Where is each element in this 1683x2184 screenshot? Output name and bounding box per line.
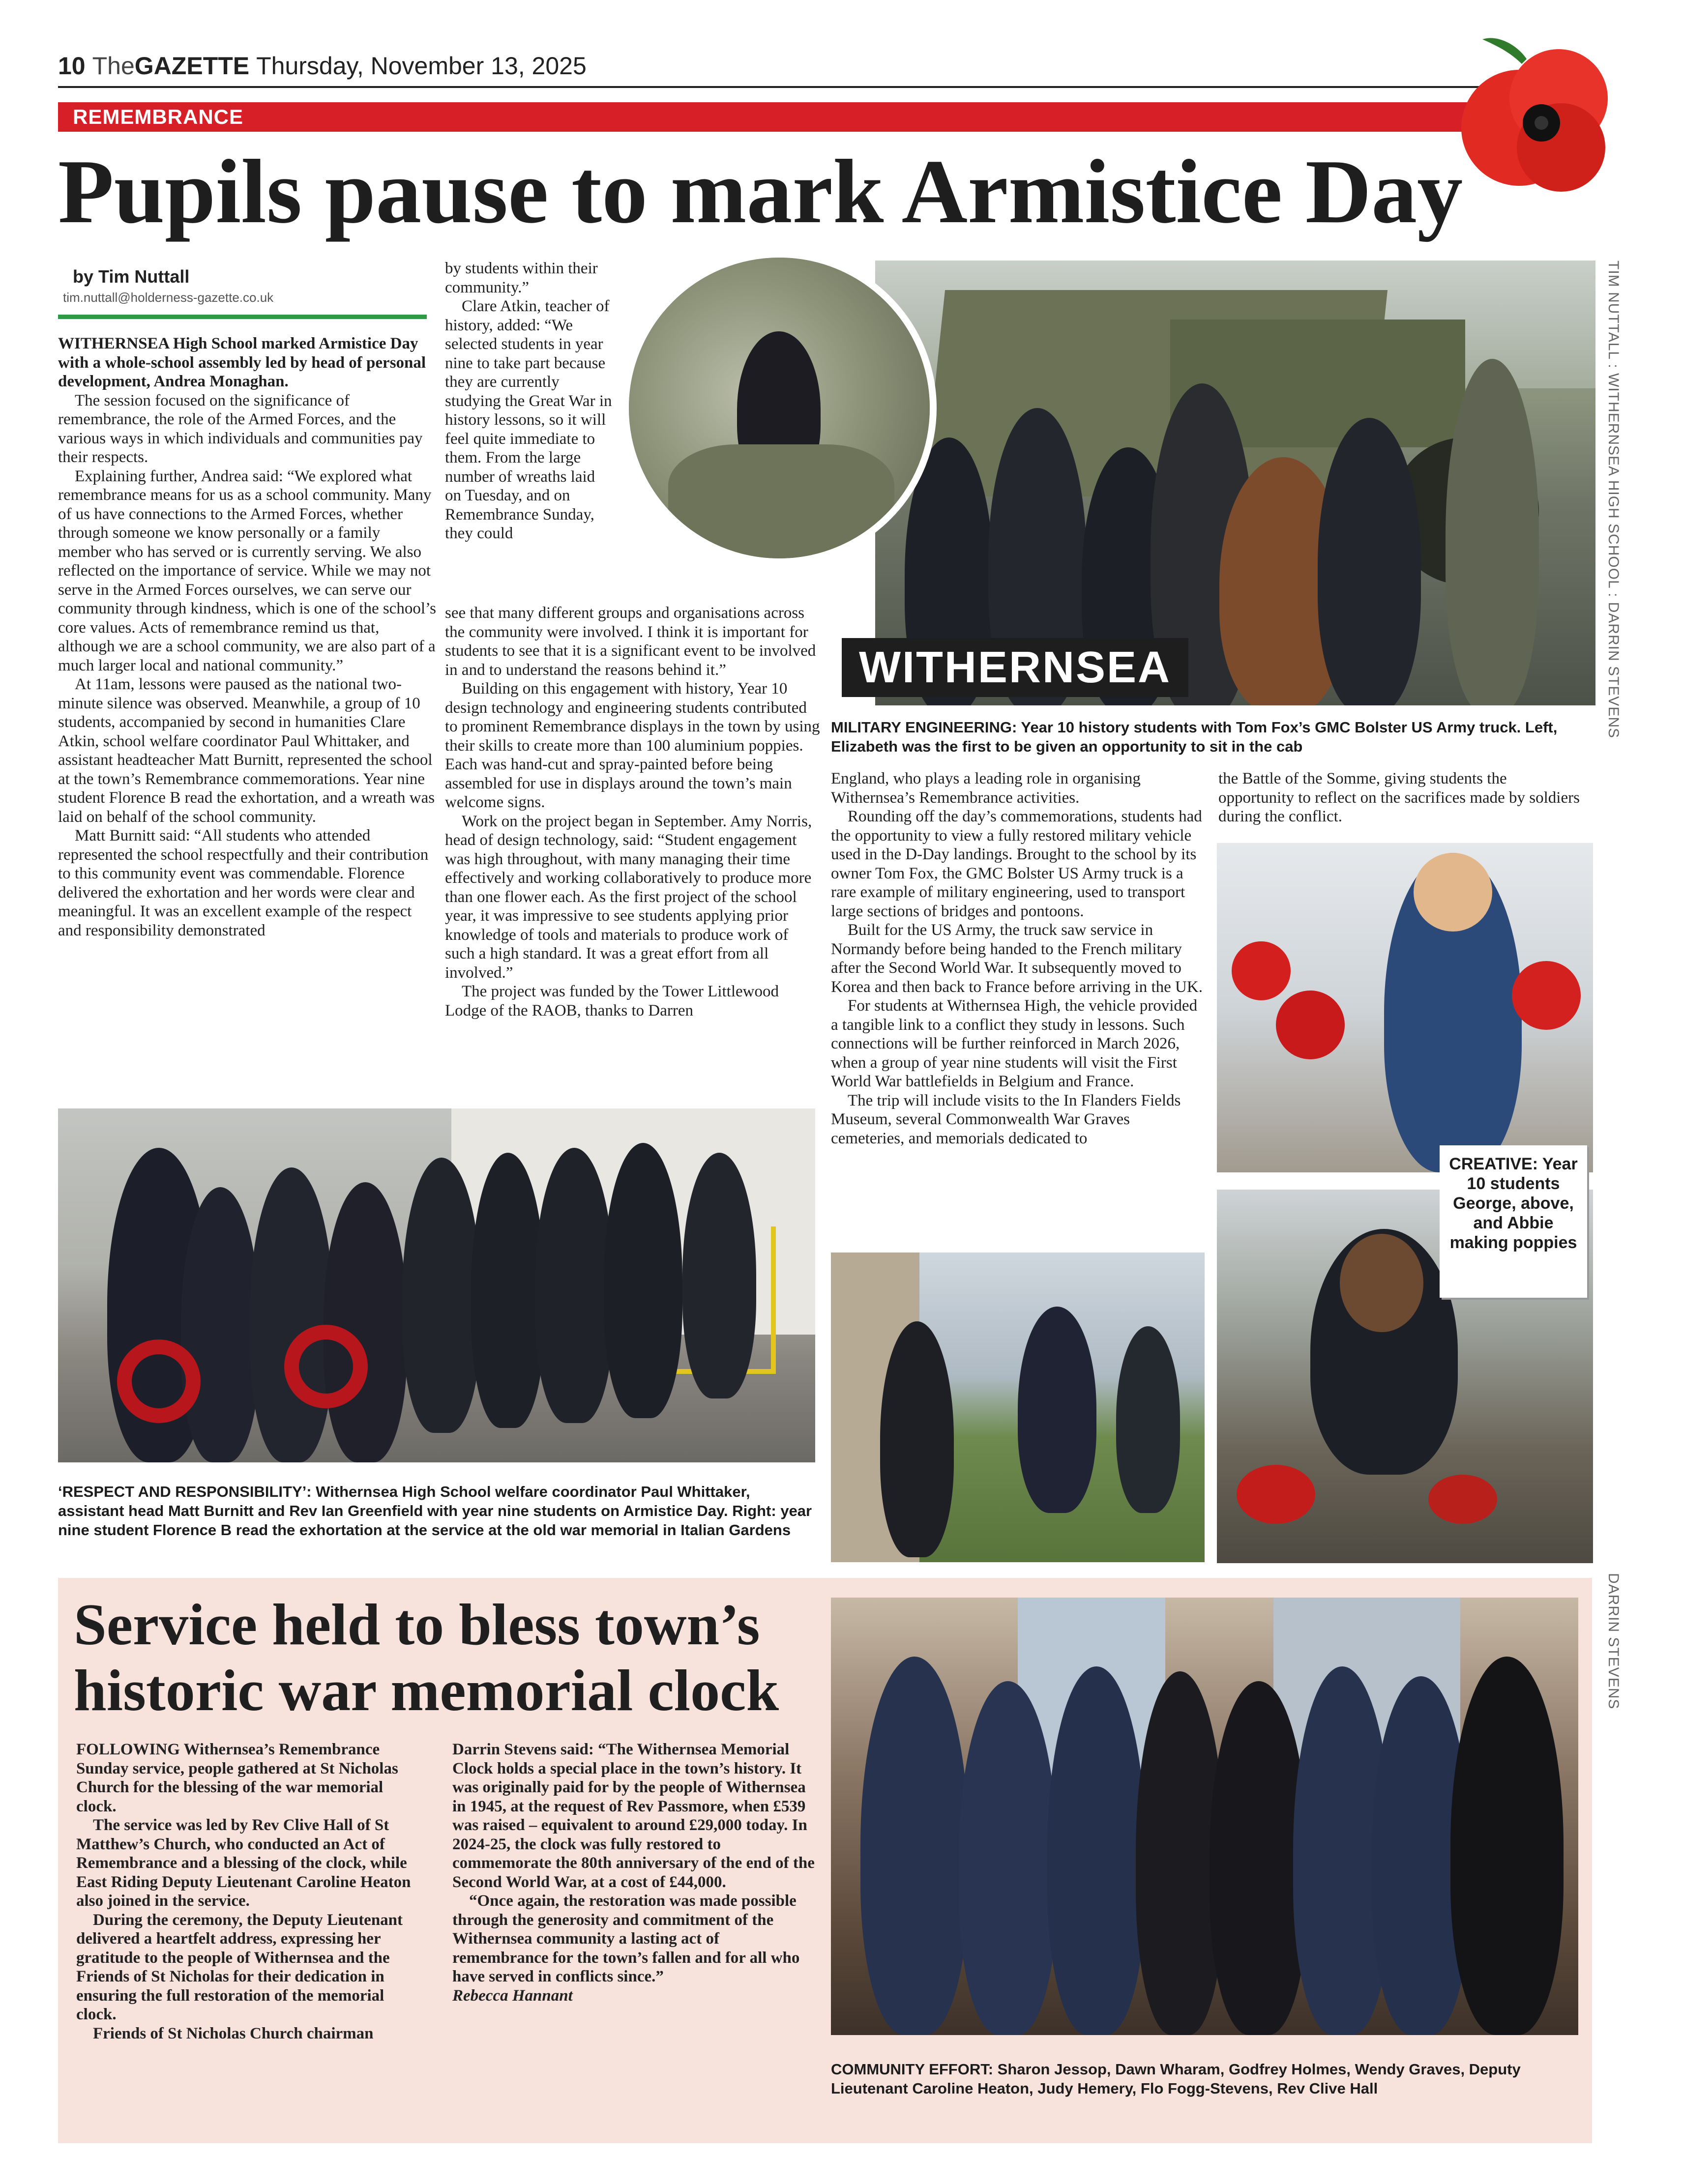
- byline-author: by Tim Nuttall: [73, 266, 190, 287]
- second-story-column-1: [76, 1740, 420, 2043]
- article-paragraph: Clare Atkin, teacher of history, added: “We selected students in year nine to take part because they are currently studying the Great War in history lessons, so it will feel quite immediate to them. From the large number of wreaths laid on Tuesday, and on Remembrance Sunday, they could: [445, 297, 612, 542]
- community-photo: [831, 1598, 1578, 2035]
- article-signoff: Rebecca Hannant: [452, 1986, 573, 2005]
- article-paragraph: Rounding off the day’s commemorations, students had the opportunity to view a fully restored military vehicle used in the D-Day landings. Brought to the school by its owner Tom Fox, the GMC Bolster US Army truck is a rare example of military engineering, used to transport large sections of bridges and pontoons.: [831, 808, 1202, 920]
- photo-label: WITHERNSEA: [842, 638, 1188, 697]
- community-photo-caption: COMMUNITY EFFORT: Sharon Jessop, Dawn Wharam, Godfrey Holmes, Wendy Graves, Deputy Lieutenant Caroline Heaton, Judy Hemery, Flo Fogg-Stevens, Rev Clive Hall: [831, 2061, 1521, 2097]
- article-paragraph: Friends of St Nicholas Church chairman: [93, 2024, 374, 2042]
- photo-credit-bottom: DARRIN STEVENS: [1605, 1573, 1622, 1710]
- article-paragraph: The trip will include visits to the In Flanders Fields Museum, several Commonwealth War Graves cemeteries, and memorials dedicated to: [831, 1091, 1181, 1147]
- creative-caption: CREATIVE: Year 10 students George, above, and Abbie making poppies: [1449, 1155, 1578, 1252]
- article-paragraph: FOLLOWING Withernsea’s Remembrance Sunday service, people gathered at St Nicholas Church for the blessing of the war memorial clock.: [76, 1741, 398, 1815]
- article-paragraph: Explaining further, Andrea said: “We explored what remembrance means for us as a school community. Many of us have connections to the Armed Forces, whether through someone we know personally or a family member who has served or is currently serving. We also reflected on the importance of service. While we may not serve in the Armed Forces ourselves, we can serve our community through kindness, which is one of the school’s core values. Acts of remembrance remind us that, although we are a school community, we are also part of a much larger local and national community.”: [58, 467, 437, 674]
- issue-date: Thursday, November 13, 2025: [256, 52, 587, 80]
- poppy-logo-icon: [1453, 20, 1615, 197]
- paper-name: GAZETTE: [134, 52, 250, 80]
- article-paragraph: by students within their community.”: [445, 260, 598, 296]
- article-paragraph: Built for the US Army, the truck saw service in Normandy before being handed to the French military after the Second World War. It subsequently moved to Korea and then back to France before arriving in the UK.: [831, 921, 1203, 996]
- article-paragraph: The session focused on the significance of remembrance, the role of the Armed Forces, and the various ways in which individuals and communities pay their respects.: [58, 391, 423, 466]
- page-number: 10: [58, 52, 86, 80]
- article-paragraph: At 11am, lessons were paused as the national two-minute silence was observed. Meanwhile, a group of 10 students, accompanied by second in humanities Clare Atkin, school welfare coordinator Paul Whittaker, and assistant headteacher Matt Burnitt, represented the school at the town’s Remembrance commemorations. Year nine student Florence B read the exhortation, and a wreath was laid on behalf of the school community.: [58, 675, 435, 826]
- truck-photo-caption: MILITARY ENGINEERING: Year 10 history students with Tom Fox’s GMC Bolster US Army truck. Left, Elizabeth was the first to be given an opportunity to sit in the cab: [831, 719, 1558, 755]
- article-column-2: [445, 604, 821, 1020]
- group-photo-caption: ‘RESPECT AND RESPONSIBILITY’: Withernsea High School welfare coordinator Paul Whittaker, assistant head Matt Burnitt and Rev Ian Greenfield with year nine students on Armistice Day. Right: year nine student Florence B read the exhortation at the service at the old war memorial in Italian Gardens: [58, 1483, 812, 1539]
- masthead: [58, 52, 587, 86]
- article-paragraph: Building on this engagement with history, Year 10 design technology and engineering students contributed to prominent Remembrance displays in the town by using their skills to create more than 100 aluminium poppies. Each was hand-cut and spray-painted before being assembled for use in displays around the town’s main welcome signs.: [445, 680, 820, 811]
- article-paragraph: Matt Burnitt said: “All students who attended represented the school respectfully and their contribution to this community event was commendable. Florence delivered the exhortation and her words were clear and meaningful. It was an excellent example of the respect and responsibility demonstrated: [58, 827, 429, 939]
- article-column-1: [58, 334, 437, 940]
- cab-inset-photo: [622, 251, 937, 565]
- article-column-2-narrow: [445, 259, 612, 543]
- article-paragraph: For students at Withernsea High, the vehicle provided a tangible link to a conflict they study in lessons. Such connections will be further reinforced in March 2026, when a group of year nine students will visit the First World War battlefields in Belgium and France.: [831, 997, 1198, 1090]
- photo-credit-top: TIM NUTTALL : WITHERNSEA HIGH SCHOOL : DARRIN STEVENS: [1605, 261, 1622, 738]
- section-band: [58, 102, 1582, 132]
- article-paragraph: “Once again, the restoration was made possible through the generosity and commitment of the Withernsea community a lasting act of remembrance for the town’s fallen and for all who have served in conflicts since.”: [452, 1892, 800, 1985]
- article-paragraph: The service was led by Rev Clive Hall of St Matthew’s Church, who conducted an Act of Remembrance and a blessing of the clock, while East Riding Deputy Lieutenant Caroline Heaton also joined in the service.: [76, 1816, 411, 1910]
- article-paragraph: Darrin Stevens said: “The Withernsea Memorial Clock holds a special place in the town’s history. It was originally paid for by the people of Withernsea in 1945, at the request of Rev Passmore, when £539 was raised – equivalent to around £29,000 today. In 2024-25, the clock was fully restored to commemorate the 80th anniversary of the end of the Second World War, at a cost of £44,000.: [452, 1741, 815, 1891]
- article-lead: WITHERNSEA High School marked Armistice Day with a whole-school assembly led by head of personal development, Andrea Monaghan.: [58, 335, 426, 390]
- second-story-headline: [74, 1592, 841, 1723]
- article-paragraph: the Battle of the Somme, giving students the opportunity to reflect on the sacrifices made by soldiers during the conflict.: [1218, 770, 1580, 825]
- article-column-4: [1218, 769, 1582, 826]
- creative-caption-box: [1440, 1145, 1587, 1298]
- article-paragraph: The project was funded by the Tower Littlewood Lodge of the RAOB, thanks to Darren: [445, 983, 779, 1019]
- byline-email: tim.nuttall@holderness-gazette.co.uk: [63, 290, 274, 305]
- article-paragraph: Work on the project began in September. Amy Norris, head of design technology, said: “Student engagement was high throughout, with many managing their time effectively and working collaboratively to produce more than one flower each. As the first project of the school year, it was impressive to see students applying prior knowledge of tools and materials to produce work of such a high standard. It was a great effort from all involved.”: [445, 812, 812, 982]
- article-column-3: [831, 769, 1207, 1148]
- memorial-photo: [831, 1252, 1205, 1562]
- page-headline: Pupils pause to mark Armistice Day: [58, 141, 1463, 242]
- section-label: REMEMBRANCE: [73, 105, 243, 128]
- article-paragraph: During the ceremony, the Deputy Lieutenant delivered a heartfelt address, expressing her gratitude to the people of Withernsea and the Friends of St Nicholas for their dedication in ensuring the full restoration of the memorial clock.: [76, 1911, 403, 2023]
- article-paragraph: see that many different groups and organisations across the community were involved. I think it is important for students to see that it is a significant event to be involved in and to understand the reasons behind it.”: [445, 604, 816, 679]
- byline-rule: [58, 315, 427, 319]
- poppy-making-photo-george: [1217, 843, 1593, 1172]
- second-story-column-2: [452, 1740, 816, 2005]
- group-photo: [58, 1108, 815, 1462]
- second-headline-line-2: historic war memorial clock: [74, 1658, 779, 1723]
- masthead-rule: [58, 86, 1592, 88]
- paper-prefix: The: [92, 52, 135, 80]
- second-headline-line-1: Service held to bless town’s: [74, 1592, 760, 1657]
- article-paragraph: England, who plays a leading role in organising Withernsea’s Remembrance activities.: [831, 770, 1141, 807]
